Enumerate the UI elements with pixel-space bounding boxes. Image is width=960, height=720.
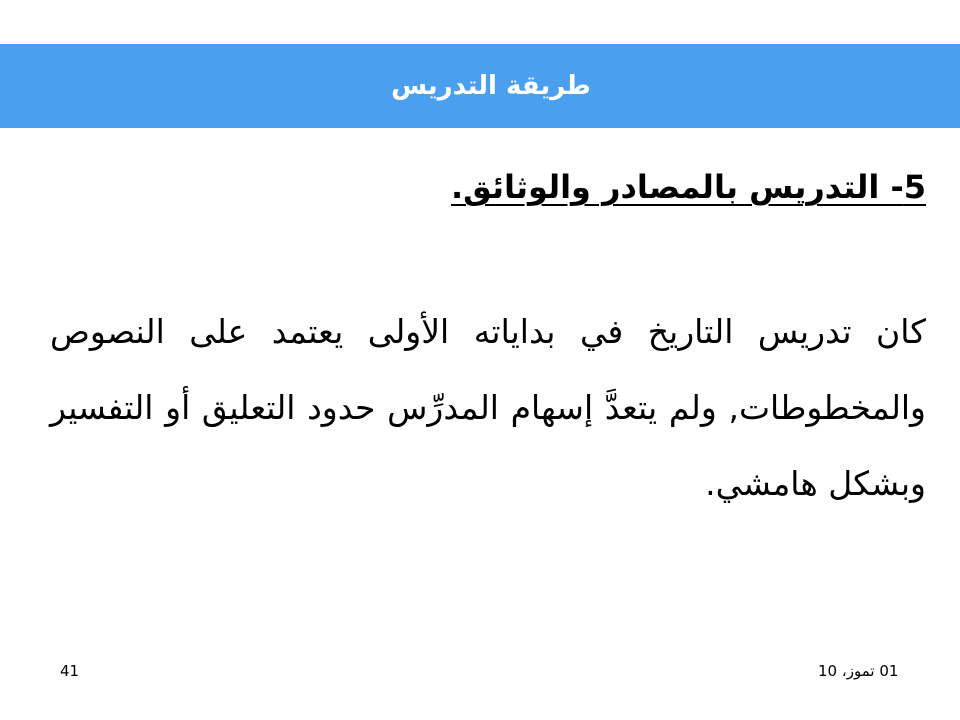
title-bar	[0, 44, 960, 128]
page-number: 41	[60, 662, 80, 680]
footer-date: 01 تموز، 10	[818, 662, 899, 680]
section-heading: 5- التدريس بالمصادر والوثائق.	[450, 168, 926, 206]
body-paragraph: كان تدريس التاريخ في بداياته الأولى يعتمد على النصوص والمخطوطات, ولم يتعدَّ إسهام المدرِّس حدود التعليق أو التفسير وبشكل هامشي.	[50, 312, 926, 503]
slide-title: طريقة التدريس	[391, 71, 591, 101]
